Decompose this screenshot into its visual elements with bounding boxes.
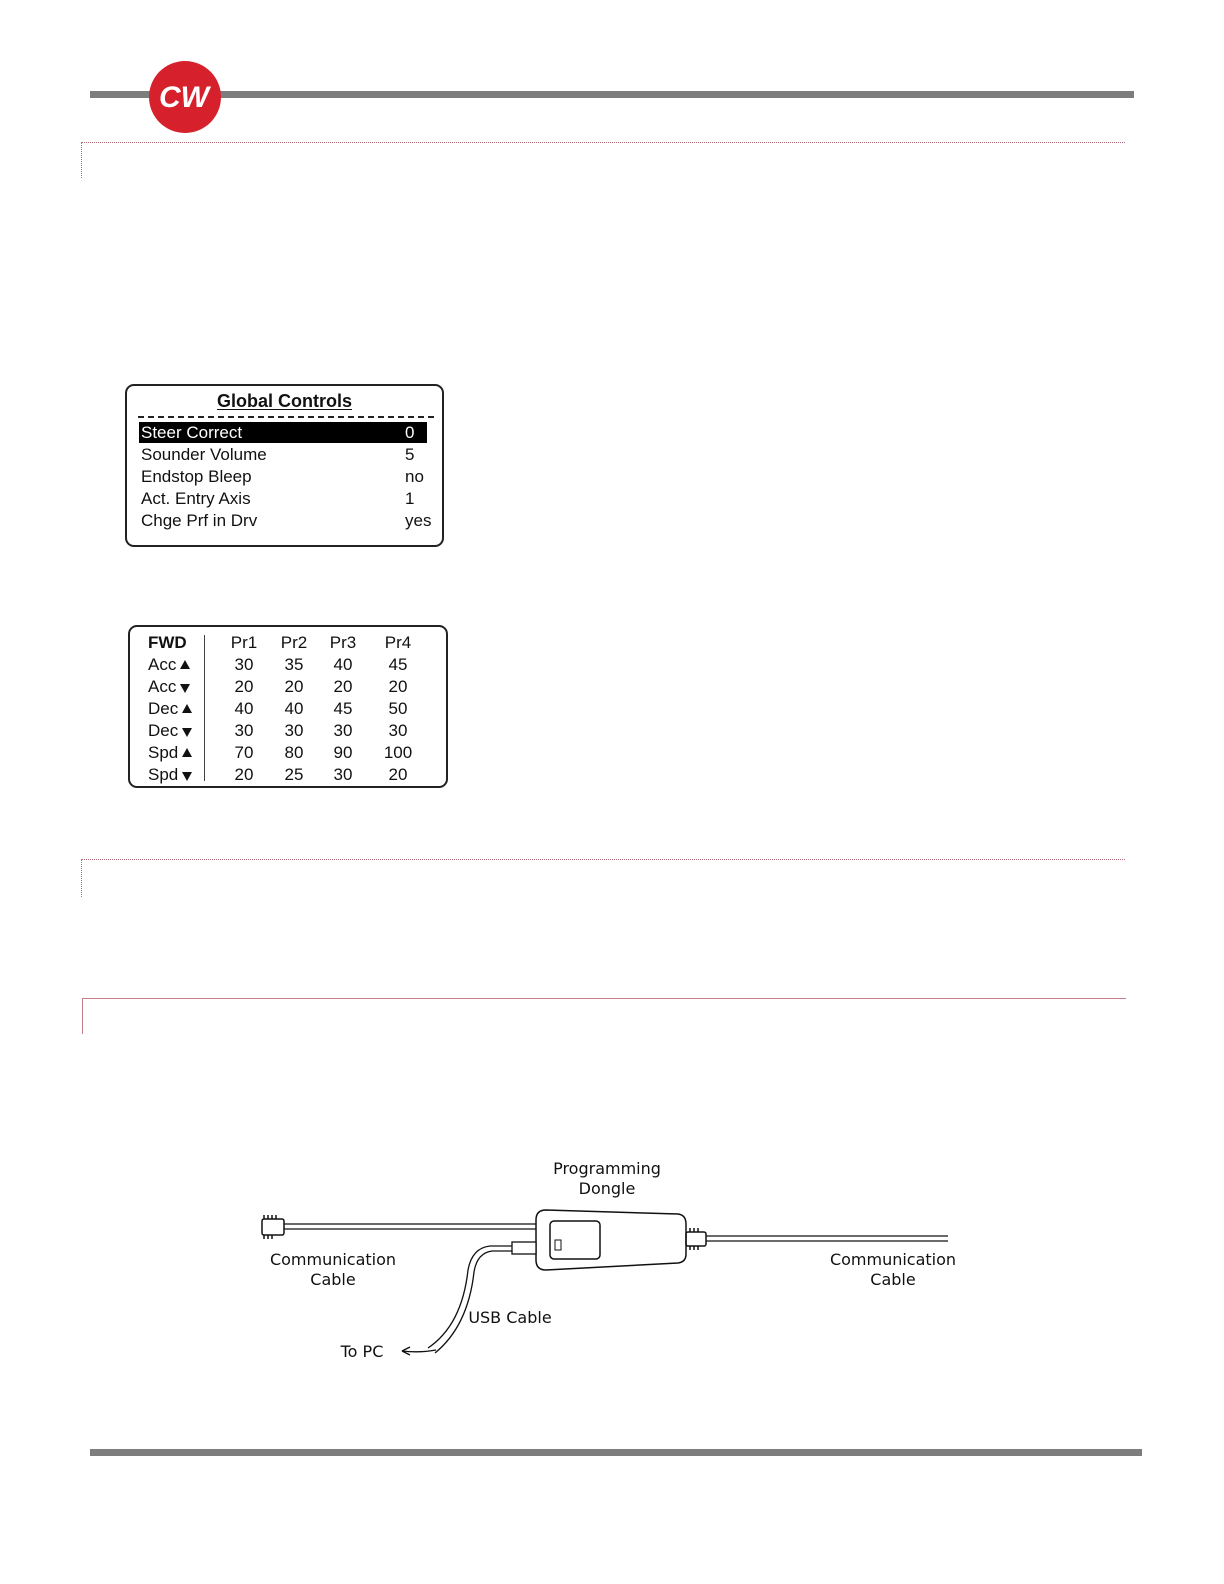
programming-dongle-diagram xyxy=(250,1150,970,1380)
table-cell: 40 xyxy=(284,699,304,718)
table-cell: 20 xyxy=(284,677,304,696)
menu-row-selected xyxy=(139,422,427,443)
left-cable-label: Communication Cable xyxy=(269,1250,397,1289)
right-cable-label: Communication Cable xyxy=(829,1250,957,1289)
usb-cable-label: USB Cable xyxy=(468,1308,552,1327)
footer-rule xyxy=(90,1449,1142,1456)
table-cell: 30 xyxy=(234,721,254,740)
row-label-text: Acc xyxy=(148,655,177,674)
table-cell: 70 xyxy=(234,743,254,762)
fwd-profile-table xyxy=(128,625,448,788)
table-header-cell: FWD xyxy=(148,633,187,652)
table-cell: 30 xyxy=(388,721,408,740)
up-arrow-icon xyxy=(182,704,192,713)
menu-row xyxy=(139,466,427,487)
global-controls-screen xyxy=(125,384,444,547)
logo-text: CW xyxy=(159,81,209,114)
up-arrow-icon xyxy=(182,748,192,757)
usb-cable xyxy=(402,1242,536,1355)
table-cell: 20 xyxy=(234,765,254,784)
up-arrow-icon xyxy=(180,660,190,669)
global-controls-title: Global Controls xyxy=(217,391,352,411)
table-row-label xyxy=(148,676,190,698)
dongle-label: Programming Dongle xyxy=(553,1159,661,1198)
section-divider-2 xyxy=(81,859,1125,897)
table-header-cell: Pr2 xyxy=(280,633,308,652)
menu-row-value: yes xyxy=(405,511,432,530)
table-row-label xyxy=(148,720,192,742)
column-divider xyxy=(204,635,205,781)
table-cell: 40 xyxy=(333,655,353,674)
table-cell: 20 xyxy=(234,677,254,696)
company-logo xyxy=(148,60,222,134)
table-cell: 25 xyxy=(284,765,304,784)
table-cell: 40 xyxy=(234,699,254,718)
table-cell: 30 xyxy=(333,765,353,784)
row-label-text: Acc xyxy=(148,677,177,696)
table-cell: 20 xyxy=(333,677,353,696)
table-header-cell: Pr4 xyxy=(384,633,412,652)
left-communication-cable xyxy=(284,1224,538,1229)
menu-row xyxy=(139,488,427,509)
down-arrow-icon xyxy=(182,728,192,737)
menu-row xyxy=(139,510,432,531)
row-label-text: Dec xyxy=(148,721,179,740)
table-cell: 100 xyxy=(383,743,413,762)
left-connector-icon xyxy=(262,1215,284,1239)
right-communication-cable xyxy=(706,1236,948,1241)
title-separator xyxy=(138,416,434,418)
down-arrow-icon xyxy=(182,772,192,781)
header-rule xyxy=(90,91,1134,98)
table-row-label xyxy=(148,764,192,786)
menu-row-label: Endstop Bleep xyxy=(141,467,252,486)
table-cell: 30 xyxy=(333,721,353,740)
table-cell: 80 xyxy=(284,743,304,762)
menu-row-value: 1 xyxy=(405,489,415,508)
table-row-label xyxy=(148,742,192,764)
table-header-cell: Pr3 xyxy=(329,633,357,652)
table-cell: 45 xyxy=(333,699,353,718)
row-label-text: Spd xyxy=(148,743,179,762)
table-cell: 20 xyxy=(388,765,408,784)
menu-row-value: 0 xyxy=(405,423,415,442)
table-cell: 30 xyxy=(234,655,254,674)
menu-row-label: Steer Correct xyxy=(141,423,243,442)
row-label-text: Dec xyxy=(148,699,179,718)
section-divider-1 xyxy=(81,142,1125,178)
table-row-label xyxy=(148,698,192,720)
menu-row-label: Sounder Volume xyxy=(141,445,267,464)
menu-row-value: 5 xyxy=(405,445,415,464)
menu-row-label: Act. Entry Axis xyxy=(141,489,251,508)
row-label-text: Spd xyxy=(148,765,179,784)
table-cell: 20 xyxy=(388,677,408,696)
section-divider-3 xyxy=(82,998,1126,1034)
menu-row-label: Chge Prf in Drv xyxy=(141,511,258,530)
menu-row xyxy=(139,444,427,465)
down-arrow-icon xyxy=(180,684,190,693)
table-cell: 90 xyxy=(333,743,353,762)
table-cell: 50 xyxy=(388,699,408,718)
menu-row-value: no xyxy=(405,467,424,486)
table-cell: 30 xyxy=(284,721,304,740)
table-header-cell: Pr1 xyxy=(230,633,258,652)
table-cell: 45 xyxy=(388,655,408,674)
programming-dongle-icon xyxy=(536,1210,686,1270)
table-cell: 35 xyxy=(284,655,304,674)
to-pc-label: To PC xyxy=(340,1342,384,1361)
table-row-label xyxy=(148,654,190,676)
right-connector-icon xyxy=(686,1228,706,1250)
